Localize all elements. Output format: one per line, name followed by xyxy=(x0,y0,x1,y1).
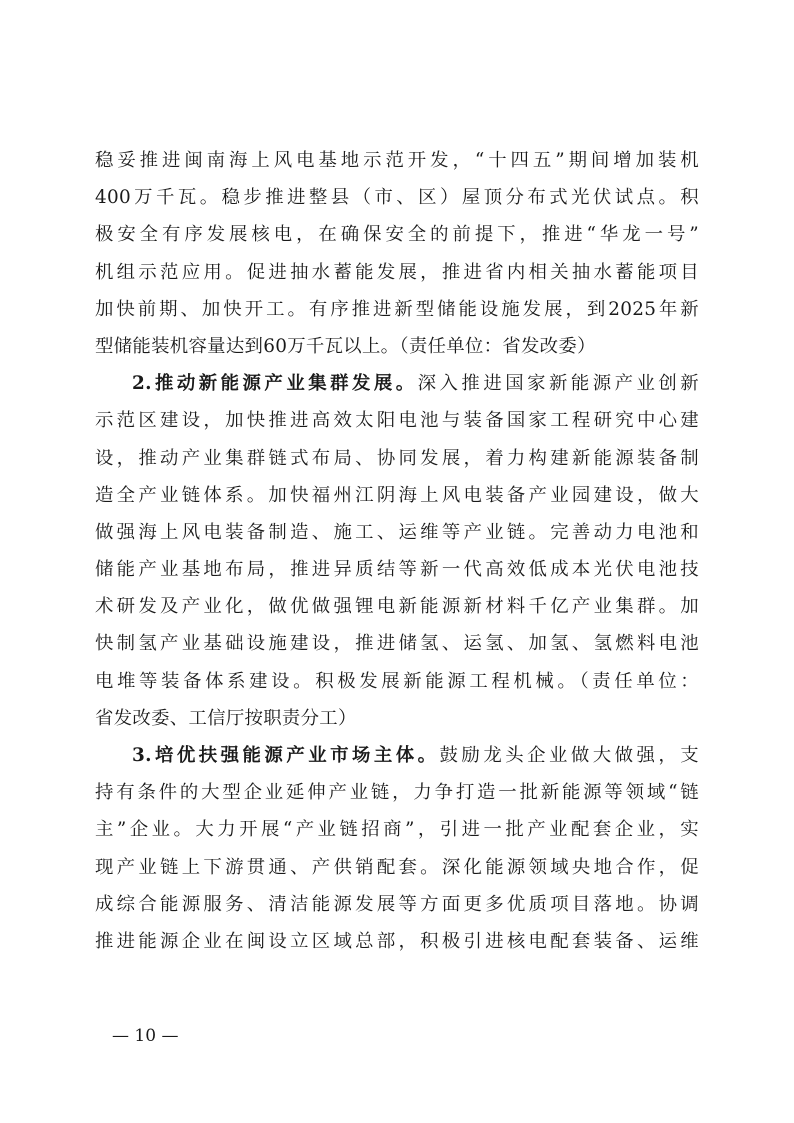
line-text: 机组示范应用。促进抽水蓄能发展，推进省内相关抽水蓄能项目 xyxy=(95,261,699,283)
line-text: 型储能装机容量达到60万千瓦以上。（责任单位：省发改委） xyxy=(95,335,596,357)
line-text: 推进能源企业在闽设立区域总部，积极引进核电配套装备、运维 xyxy=(95,930,699,952)
text-line-6 xyxy=(95,328,699,365)
line-text: 术研发及产业化，做优做强锂电新能源新材料千亿产业集群。加 xyxy=(95,596,699,618)
page-number: — 10 — xyxy=(112,1026,179,1046)
text-line-7 xyxy=(95,365,699,402)
section-heading-3: 3.培优扶强能源产业市场主体。 xyxy=(132,745,440,766)
text-line-11 xyxy=(95,514,699,551)
line-text: 造全产业链体系。加快福州江阴海上风电装备产业园建设，做大 xyxy=(95,484,699,506)
line-text: 主”企业。大力开展“产业链招商”，引进一批产业配套企业，实 xyxy=(95,819,699,841)
text-line-13 xyxy=(95,588,699,625)
text-line-22 xyxy=(95,923,699,960)
line-text: 持有条件的大型企业延伸产业链，力争打造一批新能源等领域“链 xyxy=(95,782,699,804)
text-line-16 xyxy=(95,700,699,737)
text-line-15 xyxy=(95,663,699,700)
line-text: 400万千瓦。稳步推进整县（市、区）屋顶分布式光伏试点。积 xyxy=(95,187,699,209)
text-line-4 xyxy=(95,254,699,291)
line-text: 稳妥推进闽南海上风电基地示范开发，“十四五”期间增加装机 xyxy=(95,150,699,171)
line-text: 设，推动产业集群链式布局、协同发展，着力构建新能源装备制 xyxy=(95,447,699,469)
line-text: 现产业链上下游贯通、产供销配套。深化能源领域央地合作，促 xyxy=(95,856,699,878)
body-text xyxy=(95,142,699,960)
text-line-5 xyxy=(95,291,699,328)
line-text: 快制氢产业基础设施建设，推进储氢、运氢、加氢、氢燃料电池 xyxy=(95,633,699,655)
line-text: 极安全有序发展核电，在确保安全的前提下，推进“华龙一号” xyxy=(95,224,699,246)
text-line-14 xyxy=(95,625,699,662)
line-text: 鼓励龙头企业做大做强，支 xyxy=(439,745,700,766)
text-line-21 xyxy=(95,886,699,923)
text-line-19 xyxy=(95,811,699,848)
text-line-8 xyxy=(95,402,699,439)
text-line-12 xyxy=(95,551,699,588)
text-line-2 xyxy=(95,179,699,216)
line-text: 成综合能源服务、清洁能源发展等方面更多优质项目落地。协调 xyxy=(95,893,699,915)
line-text: 电堆等装备体系建设。积极发展新能源工程机械。（责任单位： xyxy=(95,670,699,692)
line-text: 加快前期、加快开工。有序推进新型储能设施发展，到2025年新 xyxy=(95,298,699,320)
text-line-3 xyxy=(95,216,699,253)
text-line-9 xyxy=(95,440,699,477)
section-heading-2: 2.推动新能源产业集群发展。 xyxy=(132,373,418,395)
line-text: 示范区建设，加快推进高效太阳电池与装备国家工程研究中心建 xyxy=(95,410,699,432)
text-line-20 xyxy=(95,849,699,886)
line-text: 储能产业基地布局，推进异质结等新一代高效低成本光伏电池技 xyxy=(95,559,699,581)
line-text: 深入推进国家新能源产业创新 xyxy=(417,373,699,395)
text-line-18 xyxy=(95,774,699,811)
text-line-17 xyxy=(95,737,699,774)
line-text: 省发改委、工信厅按职责分工） xyxy=(95,707,357,729)
line-text: 做强海上风电装备制造、施工、运维等产业链。完善动力电池和 xyxy=(95,521,699,543)
text-line-10 xyxy=(95,477,699,514)
text-line-1 xyxy=(95,142,699,179)
